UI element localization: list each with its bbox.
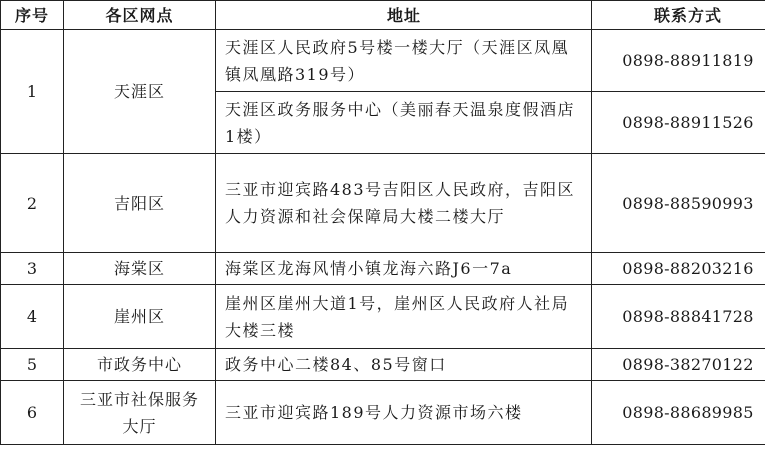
header-index: 序号 xyxy=(1,1,64,30)
row-area: 海棠区 xyxy=(64,253,216,285)
row-area: 吉阳区 xyxy=(64,154,216,253)
row-address: 天涯区人民政府5号楼一楼大厅（天涯区凤凰镇凤凰路319号） xyxy=(216,30,592,92)
row-index: 2 xyxy=(1,154,64,253)
header-area: 各区网点 xyxy=(64,1,216,30)
row-area: 天涯区 xyxy=(64,30,216,154)
table-row xyxy=(1,30,765,92)
row-area-cell xyxy=(64,381,216,445)
row-phone: 0898-38270122 xyxy=(592,349,765,381)
row-address: 天涯区政务服务中心（美丽春天温泉度假酒店1楼） xyxy=(216,92,592,154)
table-row xyxy=(1,349,765,381)
row-area: 市政务中心 xyxy=(64,349,216,381)
table-row xyxy=(1,381,765,445)
row-phone: 0898-88911819 xyxy=(592,30,765,92)
row-area: 崖州区 xyxy=(64,285,216,349)
row-phone: 0898-88203216 xyxy=(592,253,765,285)
table-row xyxy=(1,285,765,349)
row-address: 三亚市迎宾路189号人力资源市场六楼 xyxy=(216,381,592,445)
row-address: 三亚市迎宾路483号吉阳区人民政府，吉阳区人力资源和社会保障局大楼二楼大厅 xyxy=(216,154,592,253)
row-index: 3 xyxy=(1,253,64,285)
row-phone: 0898-88911526 xyxy=(592,92,765,154)
header-phone: 联系方式 xyxy=(592,1,765,30)
row-phone: 0898-88689985 xyxy=(592,381,765,445)
row-index: 4 xyxy=(1,285,64,349)
header-address: 地址 xyxy=(216,1,592,30)
row-address: 政务中心二楼84、85号窗口 xyxy=(216,349,592,381)
row-index: 5 xyxy=(1,349,64,381)
row-address: 崖州区崖州大道1号，崖州区人民政府人社局大楼三楼 xyxy=(216,285,592,349)
row-index: 6 xyxy=(1,381,64,445)
table-header-row xyxy=(1,1,765,30)
row-area: 三亚市社保服务大厅 xyxy=(79,389,199,436)
row-phone: 0898-88841728 xyxy=(592,285,765,349)
row-address: 海棠区龙海风情小镇龙海六路J6一7a xyxy=(216,253,592,285)
table-row xyxy=(1,154,765,253)
row-phone: 0898-88590993 xyxy=(592,154,765,253)
table-row xyxy=(1,253,765,285)
row-index: 1 xyxy=(1,30,64,154)
